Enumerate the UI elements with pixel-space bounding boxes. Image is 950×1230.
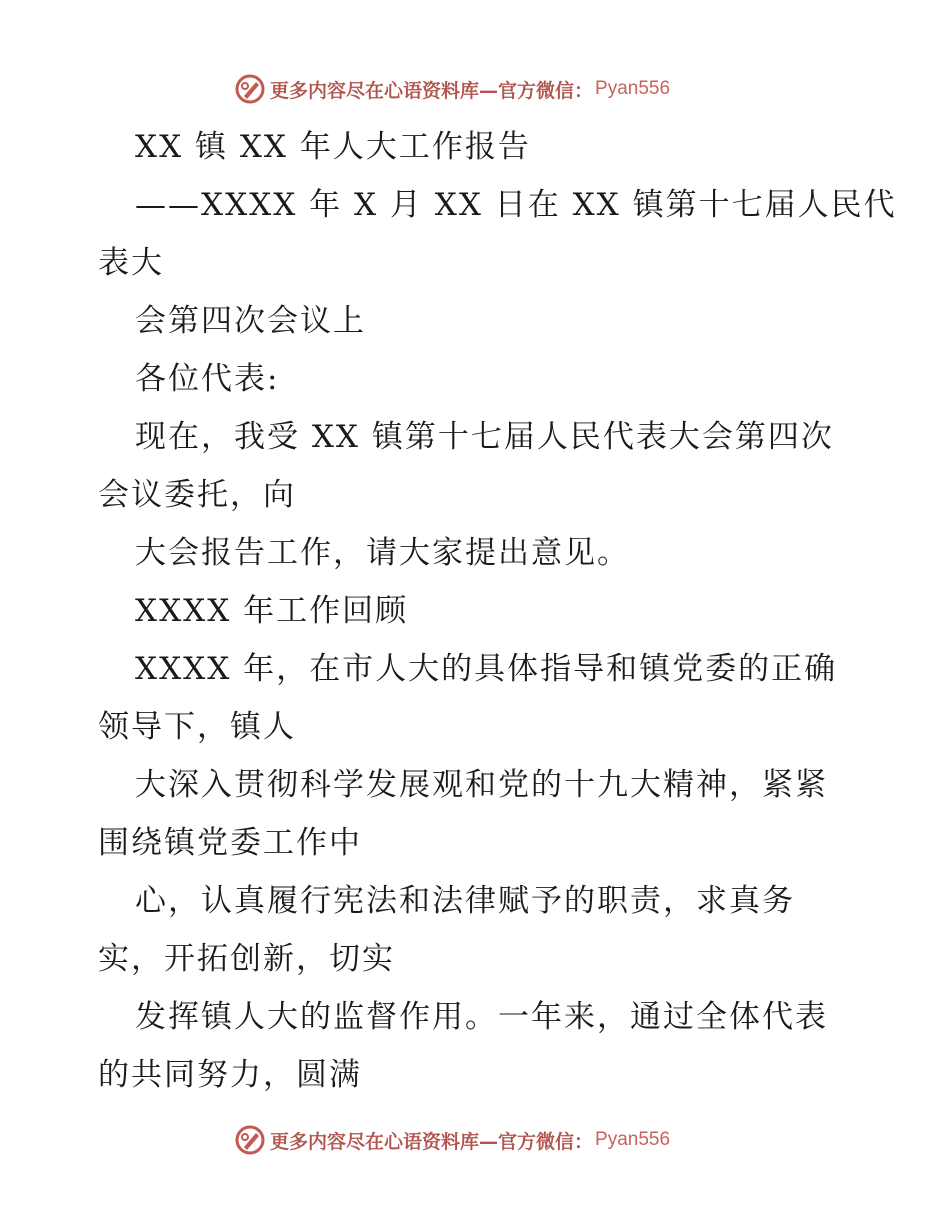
- text-line: 大会报告工作，请大家提出意见。: [135, 535, 630, 571]
- text-line: 的共同努力，圆满: [98, 1057, 362, 1093]
- report-subtitle: ——XXXX 年 X 月 XX 日在 XX 镇第十七届人民代: [135, 187, 897, 223]
- pen-logo-icon: [234, 1124, 266, 1156]
- text-line: 围绕镇党委工作中: [98, 825, 362, 861]
- watermark-header: [234, 73, 670, 105]
- watermark-text: 更多内容尽在心语资料库—官方微信：: [270, 1130, 594, 1153]
- text-line: XXXX 年，在市人大的具体指导和镇党委的正确: [135, 651, 838, 687]
- report-title: XX 镇 XX 年人大工作报告: [135, 129, 531, 165]
- text-line: 会议委托，向: [98, 477, 296, 513]
- section-heading: XXXX 年工作回顾: [135, 593, 409, 629]
- watermark-wechat-id: Pyan556: [595, 1129, 671, 1150]
- watermark-text: 更多内容尽在心语资料库—官方微信：: [270, 79, 594, 102]
- text-line: 会第四次会议上: [135, 303, 366, 339]
- text-line: 实，开拓创新，切实: [98, 941, 395, 977]
- document-body: [98, 118, 897, 1104]
- watermark-wechat-id: Pyan556: [595, 78, 671, 99]
- text-line: 发挥镇人大的监督作用。一年来，通过全体代表: [135, 999, 828, 1035]
- watermark-footer: [234, 1124, 670, 1156]
- text-line: 领导下，镇人: [98, 709, 296, 745]
- text-line: 大深入贯彻科学发展观和党的十九大精神，紧紧: [135, 767, 828, 803]
- text-line: 现在，我受 XX 镇第十七届人民代表大会第四次: [135, 419, 834, 455]
- pen-logo-icon: [234, 73, 266, 105]
- salutation: 各位代表:: [135, 361, 280, 397]
- text-line: 表大: [98, 245, 164, 281]
- text-line: 心，认真履行宪法和法律赋予的职责，求真务: [135, 883, 795, 919]
